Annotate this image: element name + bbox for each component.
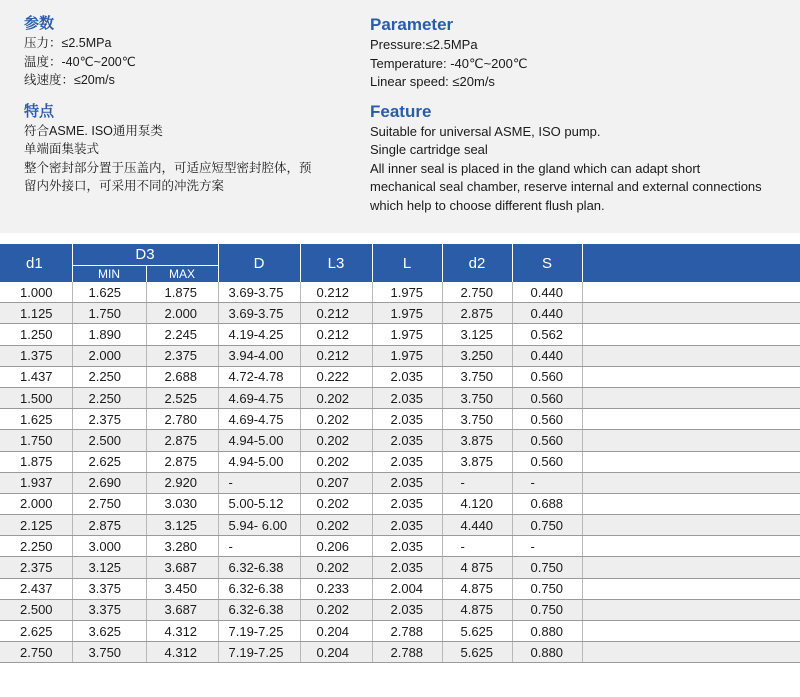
cell-d3-min: 3.750: [72, 642, 146, 663]
cell-S: 0.688: [512, 493, 582, 514]
cell-D: 7.19-7.25: [218, 642, 300, 663]
cell-D: 6.32-6.38: [218, 599, 300, 620]
cell-L3: 0.202: [300, 515, 372, 536]
header-blank: [582, 244, 800, 282]
cell-d3-max: 2.688: [146, 366, 218, 387]
cell-d1: 1.625: [0, 409, 72, 430]
table-row: [0, 536, 800, 557]
cell-L: 2.035: [372, 515, 442, 536]
cell-d1: 2.625: [0, 621, 72, 642]
table-row: [0, 472, 800, 493]
cell-L3: 0.222: [300, 366, 372, 387]
cell-L: 2.035: [372, 409, 442, 430]
cell-L: 2.035: [372, 451, 442, 472]
cn-feature-title: 特点: [24, 102, 55, 120]
cell-S: 0.750: [512, 578, 582, 599]
cell-d1: 2.250: [0, 536, 72, 557]
cell-L3: 0.212: [300, 324, 372, 345]
table-row: [0, 642, 800, 663]
cell-d3-min: 2.250: [72, 366, 146, 387]
cell-S: 0.880: [512, 642, 582, 663]
cell-d1: 2.125: [0, 515, 72, 536]
header-d3-min: MIN: [72, 266, 146, 283]
cell-L: 2.788: [372, 621, 442, 642]
cell-d3-max: 3.280: [146, 536, 218, 557]
cell-S: 0.750: [512, 599, 582, 620]
cell-d1: 1.500: [0, 387, 72, 408]
table-row: [0, 621, 800, 642]
cell-L3: 0.204: [300, 621, 372, 642]
cell-d3-min: 2.625: [72, 451, 146, 472]
en-param-line: Linear speed: ≤20m/s: [370, 74, 495, 89]
cell-D: 5.94- 6.00: [218, 515, 300, 536]
cell-L3: 0.212: [300, 345, 372, 366]
en-feature-line: Single cartridge seal: [370, 142, 488, 157]
cn-feature-line: 单端面集装式: [24, 142, 100, 156]
cell-d2: 4.875: [442, 599, 512, 620]
cell-D: 4.19-4.25: [218, 324, 300, 345]
cell-d1: 1.875: [0, 451, 72, 472]
cell-D: 4.94-5.00: [218, 451, 300, 472]
cn-feature-line: 留内外接口，可采用不同的冲洗方案: [24, 179, 225, 193]
cell-D: 7.19-7.25: [218, 621, 300, 642]
cell-L: 2.035: [372, 557, 442, 578]
header-d3-max: MAX: [146, 266, 218, 283]
cell-blank: [582, 493, 800, 514]
cell-L3: 0.204: [300, 642, 372, 663]
cell-L3: 0.202: [300, 557, 372, 578]
spec-header: [0, 0, 800, 233]
cell-d2: 5.625: [442, 642, 512, 663]
chinese-column: [24, 14, 354, 196]
cn-feature-line: 符合ASME. ISO通用泵类: [24, 123, 163, 138]
cell-blank: [582, 409, 800, 430]
cell-L3: 0.212: [300, 303, 372, 324]
table-row: [0, 409, 800, 430]
cell-d3-min: 1.750: [72, 303, 146, 324]
cell-d1: 1.250: [0, 324, 72, 345]
cell-D: 6.32-6.38: [218, 578, 300, 599]
cell-L: 2.035: [372, 430, 442, 451]
cell-L: 2.788: [372, 642, 442, 663]
cell-L3: 0.206: [300, 536, 372, 557]
cell-d3-max: 4.312: [146, 621, 218, 642]
cell-L3: 0.202: [300, 387, 372, 408]
cell-d3-min: 3.125: [72, 557, 146, 578]
cn-param-line: 温度：-40℃~200℃: [24, 54, 136, 69]
en-feature-line: Suitable for universal ASME, ISO pump.: [370, 123, 601, 139]
table-row: [0, 387, 800, 408]
table-row: [0, 282, 800, 303]
cell-S: 0.750: [512, 557, 582, 578]
header-S: S: [512, 244, 582, 282]
cell-L3: 0.202: [300, 451, 372, 472]
header-D: D: [218, 244, 300, 282]
cell-D: 3.94-4.00: [218, 345, 300, 366]
cell-d2: 3.125: [442, 324, 512, 345]
cell-blank: [582, 430, 800, 451]
cell-d3-min: 2.375: [72, 409, 146, 430]
cell-blank: [582, 345, 800, 366]
en-param-title: Parameter: [370, 15, 454, 34]
cell-blank: [582, 578, 800, 599]
cn-feature-line: 整个密封部分置于压盖内，可适应短型密封腔体，预: [24, 160, 312, 175]
cell-L: 2.035: [372, 387, 442, 408]
table-row: [0, 515, 800, 536]
cell-d2: 4.440: [442, 515, 512, 536]
table-row: [0, 493, 800, 514]
cell-L: 2.035: [372, 366, 442, 387]
cell-blank: [582, 557, 800, 578]
cell-blank: [582, 366, 800, 387]
cell-L3: 0.202: [300, 409, 372, 430]
cell-d3-max: 3.125: [146, 515, 218, 536]
table-row: [0, 599, 800, 620]
cell-D: 4.69-4.75: [218, 409, 300, 430]
cell-d3-max: 3.030: [146, 493, 218, 514]
cell-d1: 2.375: [0, 557, 72, 578]
cell-blank: [582, 642, 800, 663]
cell-d3-max: 2.000: [146, 303, 218, 324]
cell-S: 0.440: [512, 303, 582, 324]
cn-param-line: 压力：≤2.5MPa: [24, 36, 112, 50]
cell-S: 0.880: [512, 621, 582, 642]
cell-L: 2.035: [372, 493, 442, 514]
cell-d3-max: 2.375: [146, 345, 218, 366]
cell-d2: 5.625: [442, 621, 512, 642]
table-row: [0, 451, 800, 472]
cell-d3-min: 1.625: [72, 282, 146, 303]
cell-d2: 3.875: [442, 451, 512, 472]
header-d1: d1: [0, 244, 72, 282]
cell-L3: 0.212: [300, 282, 372, 303]
en-feature-line: which help to choose different flush plan.: [370, 197, 605, 213]
en-feature-line: All inner seal is placed in the gland which can adapt short: [370, 160, 701, 176]
cell-blank: [582, 515, 800, 536]
cell-d2: 3.250: [442, 345, 512, 366]
cell-d1: 2.750: [0, 642, 72, 663]
cell-D: 4.69-4.75: [218, 387, 300, 408]
cell-d3-min: 2.500: [72, 430, 146, 451]
cell-S: 0.560: [512, 451, 582, 472]
cell-blank: [582, 599, 800, 620]
table-row: [0, 324, 800, 345]
cell-d3-max: 1.875: [146, 282, 218, 303]
cell-blank: [582, 282, 800, 303]
cell-D: -: [218, 536, 300, 557]
cell-d3-min: 3.375: [72, 599, 146, 620]
cell-d3-min: 3.625: [72, 621, 146, 642]
dimension-table-wrap: [0, 244, 800, 663]
cell-L3: 0.207: [300, 472, 372, 493]
cell-d2: 4.120: [442, 493, 512, 514]
cell-d2: -: [442, 536, 512, 557]
cell-d2: 4.875: [442, 578, 512, 599]
header-L3: L3: [300, 244, 372, 282]
cell-d1: 2.000: [0, 493, 72, 514]
en-param-line: Pressure:≤2.5MPa: [370, 37, 478, 52]
cell-d2: 2.875: [442, 303, 512, 324]
cell-L3: 0.202: [300, 493, 372, 514]
cell-d2: 4 875: [442, 557, 512, 578]
cell-blank: [582, 472, 800, 493]
cell-d1: 1.937: [0, 472, 72, 493]
cell-S: 0.560: [512, 430, 582, 451]
cell-d2: -: [442, 472, 512, 493]
table-row: [0, 366, 800, 387]
header-L: L: [372, 244, 442, 282]
cell-d3-max: 2.920: [146, 472, 218, 493]
cell-D: 4.94-5.00: [218, 430, 300, 451]
cell-S: -: [512, 472, 582, 493]
cell-d3-min: 3.375: [72, 578, 146, 599]
dimension-table: [0, 244, 800, 663]
cell-blank: [582, 536, 800, 557]
cell-S: 0.562: [512, 324, 582, 345]
cell-d1: 2.500: [0, 599, 72, 620]
cn-param-title: 参数: [24, 15, 55, 32]
cell-d3-min: 2.000: [72, 345, 146, 366]
cell-d3-min: 2.250: [72, 387, 146, 408]
cell-L: 2.035: [372, 472, 442, 493]
cell-d1: 1.375: [0, 345, 72, 366]
cell-blank: [582, 303, 800, 324]
cell-d1: 1.125: [0, 303, 72, 324]
cell-d3-max: 4.312: [146, 642, 218, 663]
table-row: [0, 557, 800, 578]
cell-d1: 1.750: [0, 430, 72, 451]
english-column: [370, 14, 790, 215]
cell-S: 0.440: [512, 282, 582, 303]
cell-L: 1.975: [372, 345, 442, 366]
cell-d2: 3.875: [442, 430, 512, 451]
en-param-line: Temperature: -40℃~200℃: [370, 55, 528, 71]
table-row: [0, 578, 800, 599]
cell-L3: 0.233: [300, 578, 372, 599]
cell-D: 3.69-3.75: [218, 303, 300, 324]
cell-L: 2.004: [372, 578, 442, 599]
cell-d3-max: 2.780: [146, 409, 218, 430]
cell-blank: [582, 324, 800, 345]
cell-d1: 1.000: [0, 282, 72, 303]
header-d2: d2: [442, 244, 512, 282]
cell-d3-max: 3.687: [146, 557, 218, 578]
cell-L: 1.975: [372, 324, 442, 345]
cell-d3-min: 1.890: [72, 324, 146, 345]
cn-param-line: 线速度：≤20m/s: [24, 73, 115, 87]
cell-d3-min: 2.875: [72, 515, 146, 536]
cell-d3-min: 2.690: [72, 472, 146, 493]
cell-d2: 3.750: [442, 409, 512, 430]
table-body: [0, 282, 800, 663]
cell-L: 2.035: [372, 599, 442, 620]
cell-d3-max: 2.245: [146, 324, 218, 345]
cell-D: 6.32-6.38: [218, 557, 300, 578]
cell-D: 4.72-4.78: [218, 366, 300, 387]
cell-d3-max: 3.687: [146, 599, 218, 620]
table-row: [0, 430, 800, 451]
cell-D: 3.69-3.75: [218, 282, 300, 303]
table-row: [0, 345, 800, 366]
en-feature-title: Feature: [370, 101, 432, 121]
header-d3: D3: [72, 244, 218, 266]
cell-L3: 0.202: [300, 430, 372, 451]
cell-L3: 0.202: [300, 599, 372, 620]
cell-d3-max: 2.875: [146, 451, 218, 472]
cell-blank: [582, 451, 800, 472]
table-row: [0, 303, 800, 324]
cell-D: -: [218, 472, 300, 493]
cell-S: 0.560: [512, 366, 582, 387]
cell-blank: [582, 387, 800, 408]
cell-blank: [582, 621, 800, 642]
cell-S: 0.750: [512, 515, 582, 536]
en-feature-line: mechanical seal chamber, reserve internal and external connections: [370, 179, 762, 194]
cell-L: 2.035: [372, 536, 442, 557]
cell-S: 0.560: [512, 409, 582, 430]
cell-d3-max: 2.525: [146, 387, 218, 408]
cell-d1: 2.437: [0, 578, 72, 599]
cell-L: 1.975: [372, 303, 442, 324]
cell-S: -: [512, 536, 582, 557]
cell-d3-min: 3.000: [72, 536, 146, 557]
cell-D: 5.00-5.12: [218, 493, 300, 514]
cell-d3-min: 2.750: [72, 493, 146, 514]
cell-d2: 3.750: [442, 366, 512, 387]
cell-S: 0.560: [512, 387, 582, 408]
cell-d1: 1.437: [0, 366, 72, 387]
cell-d2: 2.750: [442, 282, 512, 303]
cell-d3-max: 3.450: [146, 578, 218, 599]
cell-d3-max: 2.875: [146, 430, 218, 451]
cell-S: 0.440: [512, 345, 582, 366]
cell-L: 1.975: [372, 282, 442, 303]
cell-d2: 3.750: [442, 387, 512, 408]
